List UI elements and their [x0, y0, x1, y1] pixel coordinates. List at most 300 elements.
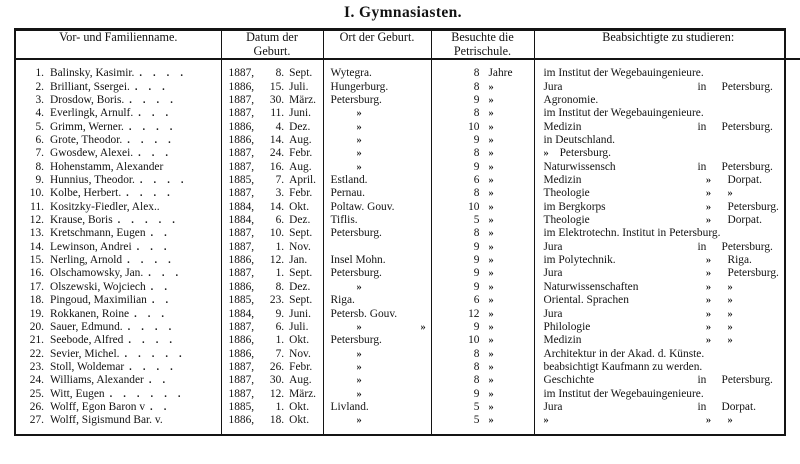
birth-date-line [229, 121, 317, 134]
cell-school-years [431, 241, 534, 254]
birth-place: Livland. [330, 400, 369, 413]
intended-studies-subject: im Elektrotechn. Institut in Petersburg. [543, 227, 721, 240]
school-years-line [436, 214, 530, 227]
cell-name [16, 201, 221, 214]
intended-studies-subject: Oriental. Sprachen [543, 294, 629, 307]
cell-birth-place [323, 308, 431, 321]
student-name: Seebode, Alfred [50, 334, 124, 347]
intended-studies-line [544, 401, 798, 414]
birth-day: 12. [269, 254, 285, 267]
ditto-mark: » [488, 321, 494, 333]
ditto-mark: » [488, 188, 494, 200]
birth-year: 1886, [228, 80, 255, 93]
school-years-value: 9 [473, 387, 480, 400]
name-line [24, 174, 216, 187]
birth-year: 1887, [228, 160, 255, 173]
row-index: 18. [29, 294, 44, 307]
school-years-line [436, 321, 530, 334]
cell-intended-studies [534, 401, 800, 414]
birth-date-line [229, 134, 317, 147]
birth-year: 1885, [228, 174, 255, 187]
cell-name [16, 374, 221, 387]
ditto-mark: » [356, 348, 362, 360]
intended-studies-location-text: Petersburg. [721, 160, 773, 173]
ditto-mark: » [356, 375, 362, 387]
row-index: 13. [29, 227, 44, 240]
birth-month: März. [289, 94, 317, 106]
ditto-mark: » [356, 321, 362, 333]
birth-day: 7. [275, 347, 285, 360]
table-row [16, 401, 800, 414]
table-row [16, 214, 800, 227]
birth-day: 8. [275, 67, 285, 80]
birth-place: Petersb. Gouv. [330, 307, 398, 320]
leader-dots: . . . . [128, 121, 177, 133]
intended-studies-location-text: Petersburg. [721, 80, 773, 93]
ditto-mark: » [488, 228, 494, 240]
student-name: Rokkanen, Roine [50, 307, 130, 320]
birth-year: 1887, [228, 187, 255, 200]
birth-place-ditto-line [331, 348, 427, 361]
table-row [16, 174, 800, 187]
table-row [16, 388, 800, 401]
column-header-school [431, 31, 534, 59]
student-name: Sauer, Edmund. [50, 320, 123, 333]
birth-month: Juni. [289, 107, 311, 120]
cell-birth-place [323, 134, 431, 147]
ditto-mark: » [488, 81, 494, 93]
school-years-value: 12 [468, 307, 480, 320]
name-line [24, 348, 216, 361]
intended-studies-line [544, 267, 798, 280]
leader-dots: . . . . [127, 255, 175, 267]
intended-studies-location [694, 81, 773, 94]
intended-studies-line [544, 254, 798, 267]
intended-studies-preposition: in [697, 80, 707, 93]
birth-year: 1886, [228, 120, 255, 133]
intended-studies-location [694, 308, 733, 321]
ditto-mark: » [488, 215, 494, 227]
intended-studies-line [544, 147, 798, 160]
cell-name [16, 121, 221, 134]
name-line [24, 254, 216, 267]
ditto-mark: » [543, 148, 549, 160]
cell-intended-studies [534, 321, 800, 334]
ditto-mark: » [488, 95, 494, 106]
ditto-mark: » [705, 268, 712, 280]
cell-intended-studies [534, 174, 800, 187]
row-index: 22. [29, 347, 44, 360]
birth-date-line [229, 81, 317, 94]
intended-studies-location [694, 187, 733, 200]
birth-place: Riga. [330, 294, 355, 307]
intended-studies-location [694, 161, 773, 174]
cell-birth-place [323, 214, 431, 227]
school-years-value: 8 [473, 227, 480, 240]
cell-school-years [431, 414, 534, 433]
intended-studies-location-text: Petersburg. [727, 267, 779, 280]
cell-intended-studies [534, 267, 800, 280]
table-row [16, 107, 800, 120]
intended-studies-line [544, 227, 798, 240]
table-row [16, 254, 800, 267]
intended-studies-preposition: in [697, 400, 707, 413]
birth-year: 1887, [228, 240, 255, 253]
birth-year: 1887, [228, 374, 255, 387]
leader-dots: . . [150, 228, 172, 240]
intended-studies-preposition: in [697, 120, 707, 133]
birth-place-ditto-line [331, 414, 427, 427]
leader-dots: . . . [134, 308, 169, 320]
cell-intended-studies [534, 107, 800, 120]
school-years-value: 5 [473, 214, 480, 227]
cell-birth-place [323, 334, 431, 347]
cell-school-years [431, 214, 534, 227]
birth-date-line [229, 414, 317, 427]
intended-studies-line [544, 388, 798, 401]
intended-studies-preposition: in [697, 374, 707, 387]
intended-studies-location [694, 121, 773, 134]
birth-day: 16. [269, 160, 285, 173]
birth-day: 26. [269, 360, 285, 373]
ditto-mark: » [727, 415, 733, 427]
name-line [24, 308, 216, 321]
cell-intended-studies [534, 388, 800, 401]
leader-dots: . . [148, 375, 170, 387]
intended-studies-line [544, 94, 798, 107]
leader-dots: . . . . [139, 68, 188, 80]
intended-studies-location [694, 254, 752, 267]
birth-month: Okt. [289, 414, 310, 427]
cell-school-years [431, 267, 534, 280]
birth-place-ditto-line [331, 107, 427, 120]
birth-place: Petersburg. [330, 267, 382, 280]
birth-year: 1887, [228, 107, 255, 120]
birth-place-ditto-line [331, 281, 427, 294]
table-row [16, 227, 800, 240]
birth-date-line [229, 107, 317, 120]
school-years-value: 8 [473, 374, 480, 387]
ditto-mark: » [488, 415, 494, 427]
leader-dots: . . . [148, 268, 183, 280]
intended-studies-line [544, 414, 798, 427]
cell-school-years [431, 161, 534, 174]
intended-studies-subject: Jura [543, 80, 563, 93]
cell-birth-date [221, 214, 323, 227]
leader-dots: . . . . [126, 188, 174, 200]
name-line [24, 361, 216, 374]
school-years-value: 5 [473, 414, 480, 427]
table-row [16, 374, 800, 387]
cell-name [16, 348, 221, 361]
cell-birth-place [323, 201, 431, 214]
school-years-value: 8 [473, 187, 480, 200]
intended-studies-line [544, 361, 798, 374]
birth-day: 15. [269, 80, 285, 93]
cell-birth-date [221, 281, 323, 294]
intended-studies-line [544, 67, 798, 80]
ditto-mark: » [705, 335, 712, 347]
intended-studies-location [694, 374, 773, 387]
table-row [16, 94, 800, 107]
leader-dots: . . . . [139, 175, 188, 187]
birth-day: 1. [275, 267, 285, 280]
table-header [16, 31, 800, 59]
student-name: Gwosdew, Alexei. [50, 147, 134, 160]
name-line [24, 214, 216, 227]
cell-intended-studies [534, 94, 800, 107]
cell-name [16, 414, 221, 433]
table-row [16, 121, 800, 134]
school-years-line [436, 241, 530, 254]
intended-studies-location [694, 401, 756, 414]
ditto-mark: » [488, 108, 494, 120]
intended-studies-subject: im Institut der Wegebauingenieure. [543, 387, 704, 400]
intended-studies-location [694, 214, 762, 227]
column-header-school-line2: Petrischule. [453, 43, 512, 58]
cell-intended-studies [534, 294, 800, 307]
student-name: Drosdow, Boris. [50, 94, 125, 106]
birth-month: Sept. [289, 294, 313, 307]
cell-birth-date [221, 59, 323, 80]
cell-school-years [431, 321, 534, 334]
birth-date-line [229, 294, 317, 307]
birth-year: 1887, [228, 227, 255, 240]
column-header-birth-date-line1: Datum der [246, 30, 298, 44]
cell-birth-place [323, 388, 431, 401]
student-name: Balinsky, Kasimir. [50, 67, 135, 80]
name-line [24, 388, 216, 401]
birth-month: Okt. [289, 200, 310, 213]
birth-month: Dez. [289, 120, 311, 133]
cell-intended-studies [534, 254, 800, 267]
school-years-value: 8 [473, 360, 480, 373]
birth-date-line [229, 308, 317, 321]
ditto-mark: » [488, 335, 494, 347]
student-name: Lewinson, Andrei [50, 240, 132, 253]
row-index: 19. [29, 307, 44, 320]
student-name: Witt, Eugen [50, 387, 105, 400]
ditto-mark: » [727, 308, 733, 320]
birth-date-line [229, 187, 317, 200]
cell-name [16, 361, 221, 374]
column-header-studies [534, 31, 800, 59]
leader-dots: . . . . [128, 335, 177, 347]
table-row [16, 281, 800, 294]
school-years-line [436, 254, 530, 267]
intended-studies-subject: Jura [543, 267, 563, 280]
ditto-mark: » [356, 135, 362, 147]
ditto-mark: » [727, 295, 733, 307]
birth-month: Jan. [289, 254, 308, 267]
intended-studies-subject: Jura [543, 400, 563, 413]
birth-month: Febr. [289, 360, 313, 373]
birth-date-line [229, 174, 317, 187]
leader-dots: . . . [134, 81, 169, 93]
table-row [16, 334, 800, 347]
birth-place-ditto-line [331, 321, 427, 334]
cell-school-years [431, 348, 534, 361]
cell-intended-studies [534, 308, 800, 321]
table-row [16, 241, 800, 254]
birth-year: 1887, [228, 320, 255, 333]
intended-studies-location-text: Petersburg. [721, 240, 773, 253]
student-name: Grote, Theodor. [50, 134, 123, 147]
leader-dots: . . . . [129, 95, 178, 106]
birth-place: Insel Mohn. [330, 254, 386, 267]
intended-studies-line [544, 121, 798, 134]
table-row [16, 414, 800, 433]
row-index: 24. [29, 374, 44, 387]
cell-birth-place [323, 174, 431, 187]
leader-dots: . . . . [127, 135, 176, 147]
intended-studies-line [544, 294, 798, 307]
ditto-mark: » [727, 188, 733, 200]
birth-place: Petersburg. [330, 227, 382, 240]
ditto-mark: » [488, 148, 494, 160]
row-index: 10. [29, 187, 44, 200]
birth-month: Juli. [289, 320, 309, 333]
cell-school-years [431, 147, 534, 160]
row-index: 6. [35, 134, 44, 147]
birth-place: Poltaw. Gouv. [330, 200, 395, 213]
ditto-mark: » [488, 375, 494, 387]
intended-studies-subject: Medizin [543, 174, 582, 187]
intended-studies-subject: Naturwissensch [543, 160, 616, 173]
birth-day: 8. [275, 280, 285, 293]
school-years-line [436, 348, 530, 361]
cell-birth-date [221, 308, 323, 321]
cell-birth-place [323, 254, 431, 267]
cell-name [16, 81, 221, 94]
name-line [24, 81, 216, 94]
cell-name [16, 94, 221, 107]
birth-day: 9. [275, 307, 285, 320]
cell-birth-date [221, 147, 323, 160]
row-index: 25. [29, 387, 44, 400]
ditto-mark: » [727, 321, 733, 333]
name-line [24, 374, 216, 387]
ditto-mark: » [705, 415, 712, 427]
cell-birth-date [221, 388, 323, 401]
intended-studies-line [544, 321, 798, 334]
school-years-value: 5 [473, 400, 480, 413]
birth-day: 30. [269, 374, 285, 387]
birth-date-line [229, 334, 317, 347]
birth-date-line [229, 361, 317, 374]
birth-date-line [229, 161, 317, 174]
ditto-mark: » [488, 135, 494, 147]
cell-school-years [431, 134, 534, 147]
intended-studies-subject: im Bergkorps [543, 200, 606, 213]
page-title: I. Gymnasiasten. [344, 4, 462, 21]
name-line [24, 281, 216, 294]
cell-intended-studies [534, 334, 800, 347]
cell-name [16, 267, 221, 280]
cell-birth-date [221, 107, 323, 120]
birth-month: April. [289, 174, 317, 187]
table-row [16, 134, 800, 147]
school-years-line [436, 227, 530, 240]
intended-studies-location [694, 241, 773, 254]
cell-name [16, 308, 221, 321]
table-header-row [16, 31, 800, 59]
ditto-mark: » [488, 241, 494, 253]
cell-birth-place [323, 267, 431, 280]
leader-dots: . . [150, 281, 172, 293]
student-name: Krause, Boris [50, 214, 113, 227]
intended-studies-location [694, 294, 733, 307]
column-header-studies-line1: Beabsichtigte zu studieren: [602, 30, 735, 44]
column-header-birth-date [221, 31, 323, 59]
cell-name [16, 107, 221, 120]
birth-date-line [229, 321, 317, 334]
intended-studies-line [544, 348, 798, 361]
cell-birth-place [323, 161, 431, 174]
intended-studies-subject: in Deutschland. [543, 134, 615, 147]
intended-studies-subject: im Institut der Wegebauingenieure. [543, 67, 704, 80]
cell-birth-date [221, 414, 323, 433]
cell-birth-date [221, 134, 323, 147]
birth-date-line [229, 388, 317, 401]
table-row [16, 59, 800, 80]
birth-day: 1. [275, 400, 285, 413]
row-index: 1. [35, 67, 44, 80]
cell-birth-date [221, 81, 323, 94]
birth-month: Juni. [289, 307, 311, 320]
cell-intended-studies [534, 281, 800, 294]
school-years-value: 9 [473, 267, 480, 280]
leader-dots: . . . . [127, 321, 176, 333]
cell-name [16, 294, 221, 307]
cell-birth-date [221, 201, 323, 214]
ditto-mark: » [705, 201, 712, 213]
cell-intended-studies [534, 348, 800, 361]
cell-birth-date [221, 94, 323, 107]
row-index: 2. [35, 80, 44, 93]
cell-school-years [431, 94, 534, 107]
cell-intended-studies [534, 201, 800, 214]
school-years-value: 8 [473, 80, 480, 93]
cell-birth-date [221, 267, 323, 280]
cell-intended-studies [534, 121, 800, 134]
ditto-mark: » [488, 401, 494, 413]
school-years-line [436, 174, 530, 187]
birth-month: Sept. [289, 227, 313, 240]
cell-birth-place [323, 241, 431, 254]
cell-birth-date [221, 294, 323, 307]
intended-studies-location-text: Dorpat. [727, 174, 762, 187]
intended-studies-location-text: Riga. [727, 254, 752, 267]
intended-studies-line [544, 241, 798, 254]
ditto-mark: » [356, 388, 362, 400]
school-years-value: 10 [468, 120, 480, 133]
cell-birth-place [323, 107, 431, 120]
ditto-mark: » [705, 188, 712, 200]
cell-intended-studies [534, 241, 800, 254]
ditto-mark: » [705, 295, 712, 307]
cell-name [16, 214, 221, 227]
intended-studies-subject: Naturwissenschaften [543, 280, 639, 293]
cell-birth-place [323, 294, 431, 307]
cell-birth-date [221, 374, 323, 387]
name-line [24, 227, 216, 240]
intended-studies-subject: Jura [543, 240, 563, 253]
intended-studies-subject: im Institut der Wegebauingenieure. [543, 107, 704, 120]
name-line [24, 201, 216, 214]
table-row [16, 161, 800, 174]
cell-name [16, 59, 221, 80]
